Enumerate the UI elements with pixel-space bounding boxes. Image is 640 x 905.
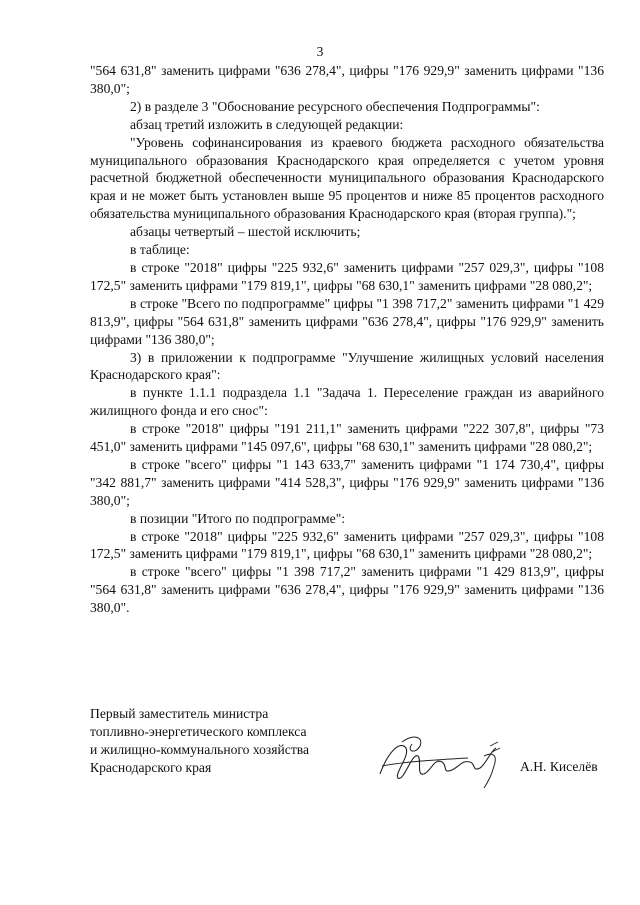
paragraph: в таблице: [130, 242, 190, 258]
paragraph: в строке "всего" цифры "1 143 633,7" заменить цифрами "1 174 730,4", цифры "342 881,7" заменить цифрами "414 528,3", цифры "176 929,9" заменить цифрами "136 380,0"; [90, 456, 604, 508]
paragraph: в строке "Всего по подпрограмме" цифры "1 398 717,2" заменить цифрами "1 429 813,9", цифры "564 631,8" заменить цифрами "636 278,4", цифры "176 929,9" заменить цифрами "136 380,0"; [90, 295, 604, 347]
page-number: 3 [316, 44, 324, 59]
paragraph: абзацы четвертый – шестой исключить; [130, 224, 361, 240]
paragraph: в строке "2018" цифры "225 932,6" заменить цифрами "257 029,3", цифры "108 172,5" заменить цифрами "179 819,1", цифры "68 630,1" заменить цифрами "28 080,2"; [90, 528, 604, 562]
signer-title [90, 705, 309, 777]
signer-title-line: Первый заместитель министра [90, 706, 269, 721]
signer-name: А.Н. Киселёв [520, 759, 598, 774]
paragraph: "564 631,8" заменить цифрами "636 278,4", цифры "176 929,9" заменить цифрами "136 380,0"; [90, 63, 604, 96]
paragraph: в строке "всего" цифры "1 398 717,2" заменить цифрами "1 429 813,9", цифры "564 631,8" заменить цифрами "636 278,4", цифры "176 929,9" заменить цифрами "136 380,0". [90, 564, 604, 616]
paragraph: 2) в разделе 3 "Обоснование ресурсного обеспечения Подпрограммы": [130, 98, 540, 114]
paragraph: в строке "2018" цифры "191 211,1" заменить цифрами "222 307,8", цифры "73 451,0" заменить цифрами "145 097,6", цифры "68 630,1" заменить цифрами "28 080,2"; [90, 421, 604, 455]
signer-title-line: Краснодарского края [90, 760, 212, 775]
paragraph: абзац третий изложить в следующей редакции: [130, 116, 404, 132]
handwritten-signature [372, 722, 512, 792]
paragraph: в строке "2018" цифры "225 932,6" заменить цифрами "257 029,3", цифры "108 172,5" заменить цифрами "179 819,1", цифры "68 630,1" заменить цифрами "28 080,2"; [90, 259, 604, 293]
paragraph: 3) в приложении к подпрограмме "Улучшение жилищных условий населения Краснодарского края": [90, 349, 604, 383]
paragraph: "Уровень софинансирования из краевого бюджета расходного обязательства муниципального образования Краснодарского края определяется с учетом уровня расчетной бюджетной обеспеченности муниципального образования Краснодарского края и не может быть установлен выше 95 процентов и ниже 85 процентов расходного обязательства муниципального образования Краснодарского края (вторая группа)."; [90, 134, 604, 222]
paragraph: в позиции "Итого по подпрограмме": [130, 510, 346, 526]
signer-title-line: и жилищно-коммунального хозяйства [90, 742, 310, 757]
signer-title-line: топливно-энергетического комплекса [90, 724, 307, 739]
document-body [90, 62, 604, 617]
paragraph: в пункте 1.1.1 подраздела 1.1 "Задача 1. Переселение граждан из аварийного жилищного фонда и его снос": [90, 385, 604, 419]
